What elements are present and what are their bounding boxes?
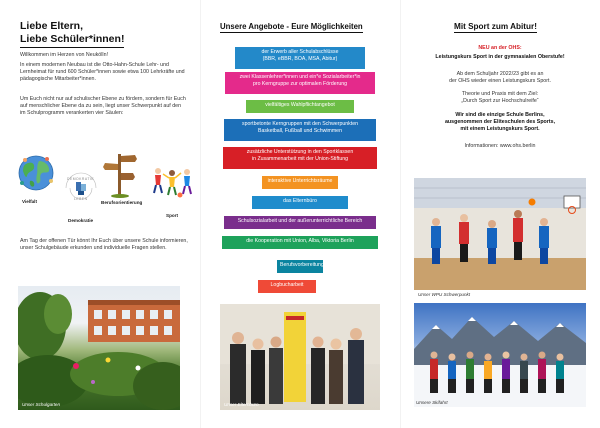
offer-box-sportbetont: [224, 119, 376, 141]
pillar-label-vielfalt: Vielfalt: [22, 199, 37, 204]
middle-panel: [200, 0, 400, 428]
globe-icon: [16, 152, 56, 194]
democracy-logo-text-bottom: LEBEN: [74, 197, 88, 201]
text-line: Theorie und Praxis mit dem Ziel:: [461, 91, 539, 97]
group-people-icon: [220, 304, 380, 410]
offer-text: der Erwerb aller Schulabschlüsse: [261, 49, 339, 55]
offer-box-elternbuero: [252, 196, 348, 209]
pillars-intro-text: Um Euch nicht nur auf schulischer Ebene zu fördern, sondern für Euch auf menschlicher Ebene da zu sein, liegt unser Schwerpunkt auf den im Schulprogramm verankerten vier Säulen:: [20, 96, 186, 117]
school-garden-photo: [18, 286, 180, 410]
offer-box-abschluesse: [235, 47, 365, 69]
children-playing-icon: [150, 165, 196, 199]
intro-text: In einem modernen Neubau ist die Otto-Hahn-Schule Lehr- und Lernheimat für rund 600 Schüler*innen sowie etwa 100 Lehrkräfte und pädagogische Mitarbeiter*innen.: [20, 62, 185, 83]
theory-practice-text: [400, 91, 600, 105]
ski-photo-caption: Unsere Skifahrt: [416, 400, 448, 405]
title-line-2: Liebe Schüler*innen!: [20, 33, 124, 48]
only-school-text: [400, 112, 600, 133]
offer-box-klassenlehrer: [225, 72, 375, 94]
offer-text: pro Kerngruppe zur optimalen Förderung: [252, 81, 347, 87]
pillar-label-sport: Sport: [166, 213, 178, 218]
offer-text: sportbetonte Kerngruppen mit den Schwerpunkten: [242, 121, 358, 127]
text-line: mit einem Leistungskurs Sport.: [460, 126, 540, 132]
offer-box-unterrichtsraeume: [262, 176, 338, 189]
pillar-label-demokratie: Demokratie: [68, 218, 94, 223]
garden-photo-caption: Unser Schulgarten: [22, 402, 61, 407]
parents-office-photo: [220, 304, 380, 410]
offer-text: vielfältiges Wahlpflichtangebot: [265, 102, 335, 108]
info-link[interactable]: Informationen: www.ohs.berlin: [464, 143, 536, 149]
offer-text: zusätzliche Unterstützung in den Sportklassen: [246, 149, 354, 155]
democracy-logo-text-top: DEMOKRATIE: [67, 177, 95, 181]
offer-box-schulsozialarbeit: [224, 216, 376, 229]
pillar-label-berufsorientierung: Berufsorientierung: [101, 200, 143, 205]
ski-scene-icon: [414, 303, 586, 407]
offers-title: Unsere Angebote - Eure Möglichkeiten: [220, 22, 363, 31]
text-line: ausgenommen der Eliteschulen des Sports,: [444, 119, 556, 125]
sport-title: Mit Sport zum Abitur!: [454, 22, 537, 31]
offer-text: die Kooperation mit Union, Alba, Viktoria Berlin: [246, 238, 354, 244]
offer-text: (BBR, eBBR, BOA, MSA, Abitur): [262, 56, 338, 62]
offer-box-wahlpflicht: [246, 100, 354, 113]
left-panel: [0, 0, 200, 428]
offer-text: Basketball, Fußball und Schwimmen: [258, 128, 342, 134]
ski-trip-photo: [414, 303, 586, 407]
offer-box-kooperation: [222, 236, 378, 249]
welcome-text: Willkommen im Herzen von Neukölln!: [20, 52, 109, 58]
offer-text: interaktive Unterrichtsräume: [267, 178, 333, 184]
text-line: der OHS wieder einen Leistungskurs Sport.: [449, 78, 551, 84]
offer-text: in Zusammenarbeit mit der Union-Stiftung: [251, 156, 348, 162]
parents-office-caption: Unser Elternbüro: [224, 402, 259, 407]
offer-text: zwei Klassenlehrer*innen und ein*e Sozialarbeiter*in: [239, 74, 361, 80]
text-line: Ab dem Schuljahr 2022/23 gibt es an: [456, 71, 544, 77]
offer-text: Logbucharbeit: [270, 282, 304, 288]
leistungskurs-headline: Leistungskurs Sport in der gymnasialen Oberstufe!: [435, 54, 565, 60]
offer-text: Schulsozialarbeit und der außerunterrichtliche Bereich: [237, 218, 363, 224]
left-title: [20, 20, 124, 48]
offer-text: das Elternbüro: [283, 198, 317, 204]
garden-scene-icon: [18, 286, 180, 410]
text-line: Wir sind die einzige Schule Berlins,: [455, 112, 545, 118]
basketball-photo: [414, 178, 586, 290]
text-line: „Durch Sport zur Hochschulreife“: [461, 98, 539, 104]
basketball-scene-icon: [414, 178, 586, 290]
offer-box-berufsvorbereitung: [277, 260, 323, 273]
open-day-text: Am Tag der offenen Tür könnt Ihr Euch über unsere Schule informieren, unser Schulgebäude erkunden und individuelle Fragen stellen.: [20, 238, 188, 252]
basketball-photo-caption: Unser WPU Schwerpunkt: [418, 292, 471, 297]
new-at-ohs-label: NEU an der OHS:: [478, 45, 522, 51]
title-line-1: Liebe Eltern,: [20, 20, 84, 32]
offer-box-logbuch: [258, 280, 316, 293]
signpost-icon: [102, 146, 138, 198]
offer-box-union-stiftung: [223, 147, 377, 169]
since-schoolyear-text: [400, 71, 600, 85]
offer-text: Berufsvorbereitung: [280, 262, 324, 268]
